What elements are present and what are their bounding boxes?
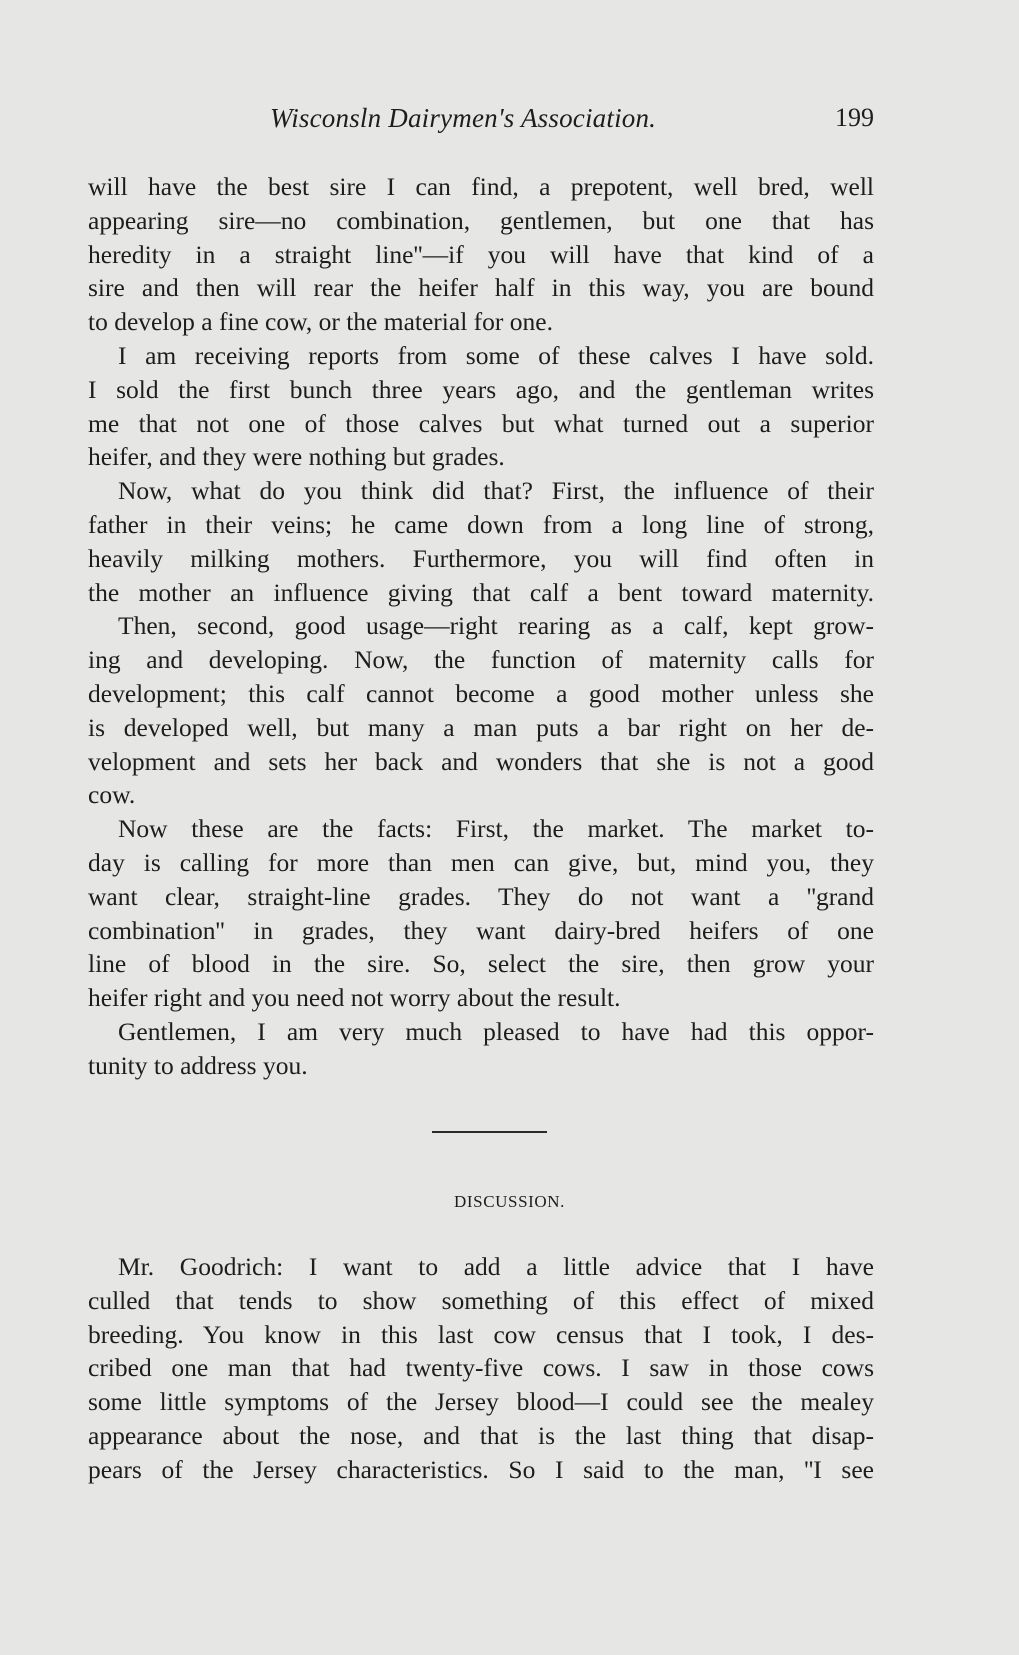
text-line: heifer, and they were nothing but grades. (88, 442, 505, 472)
text-line: appearing sire—no combination, gentlemen, but one that has (88, 205, 874, 235)
text-line: line of blood in the sire. So, select the sire, then grow your (88, 949, 874, 979)
text-line: appearance about the nose, and that is the last thing that disap- (88, 1420, 874, 1450)
text-line: heredity in a straight line''—if you will have that kind of a (88, 239, 874, 269)
text-line: development; this calf cannot become a good mother unless she (88, 678, 874, 708)
text-line: father in their veins; he came down from a long line of strong, (88, 509, 874, 539)
text-line: will have the best sire I can find, a prepotent, well bred, well (88, 172, 874, 201)
text-line: velopment and sets her back and wonders that she is not a good (88, 746, 874, 776)
text-line: culled that tends to show something of this effect of mixed (88, 1285, 874, 1315)
text-line: cribed one man that had twenty-five cows. I saw in those cows (88, 1353, 874, 1383)
text-line: breeding. You know in this last cow census that I took, I des- (88, 1319, 874, 1349)
text-line: cow. (88, 780, 136, 810)
running-header (88, 100, 874, 136)
text-line: ing and developing. Now, the function of maternity calls for (88, 645, 874, 675)
discussion-text-block (88, 1250, 874, 1487)
text-line: I sold the first bunch three years ago, and the gentleman writes (88, 374, 874, 404)
text-line: day is calling for more than men can give, but, mind you, they (88, 847, 874, 877)
discussion-heading: DISCUSSION. (454, 1192, 565, 1211)
text-line: heavily milking mothers. Furthermore, you will find often in (88, 543, 874, 573)
text-line: Then, second, good usage—right rearing as a calf, kept grow- (118, 611, 874, 641)
text-line: pears of the Jersey characteristics. So I said to the man, ''I see (88, 1454, 874, 1484)
text-line: want clear, straight-line grades. They do not want a ''grand (88, 881, 874, 911)
text-line: Now, what do you think did that? First, the influence of their (118, 476, 874, 506)
running-title: Wisconsln Dairymen's Association. (270, 103, 657, 133)
text-line: me that not one of those calves but what turned out a superior (88, 408, 874, 438)
text-line: sire and then will rear the heifer half in this way, you are bound (88, 273, 874, 303)
text-line: the mother an influence giving that calf a bent toward maternity. (88, 577, 874, 607)
text-line: Gentlemen, I am very much pleased to have had this oppor- (118, 1016, 874, 1046)
main-text-block (88, 170, 874, 1083)
text-line: I am receiving reports from some of these calves I have sold. (118, 340, 874, 370)
text-line: is developed well, but many a man puts a bar right on her de- (88, 712, 874, 742)
page-number: 199 (835, 103, 874, 132)
text-line: some little symptoms of the Jersey blood—I could see the mealey (88, 1387, 874, 1417)
text-line: heifer right and you need not worry about the result. (88, 983, 621, 1013)
text-line: tunity to address you. (88, 1050, 308, 1080)
text-line: Mr. Goodrich: I want to add a little advice that I have (118, 1252, 874, 1281)
section-divider (432, 1131, 547, 1133)
text-line: combination'' in grades, they want dairy-bred heifers of one (88, 915, 874, 945)
text-line: Now these are the facts: First, the market. The market to- (118, 814, 874, 844)
text-line: to develop a fine cow, or the material for one. (88, 307, 553, 337)
